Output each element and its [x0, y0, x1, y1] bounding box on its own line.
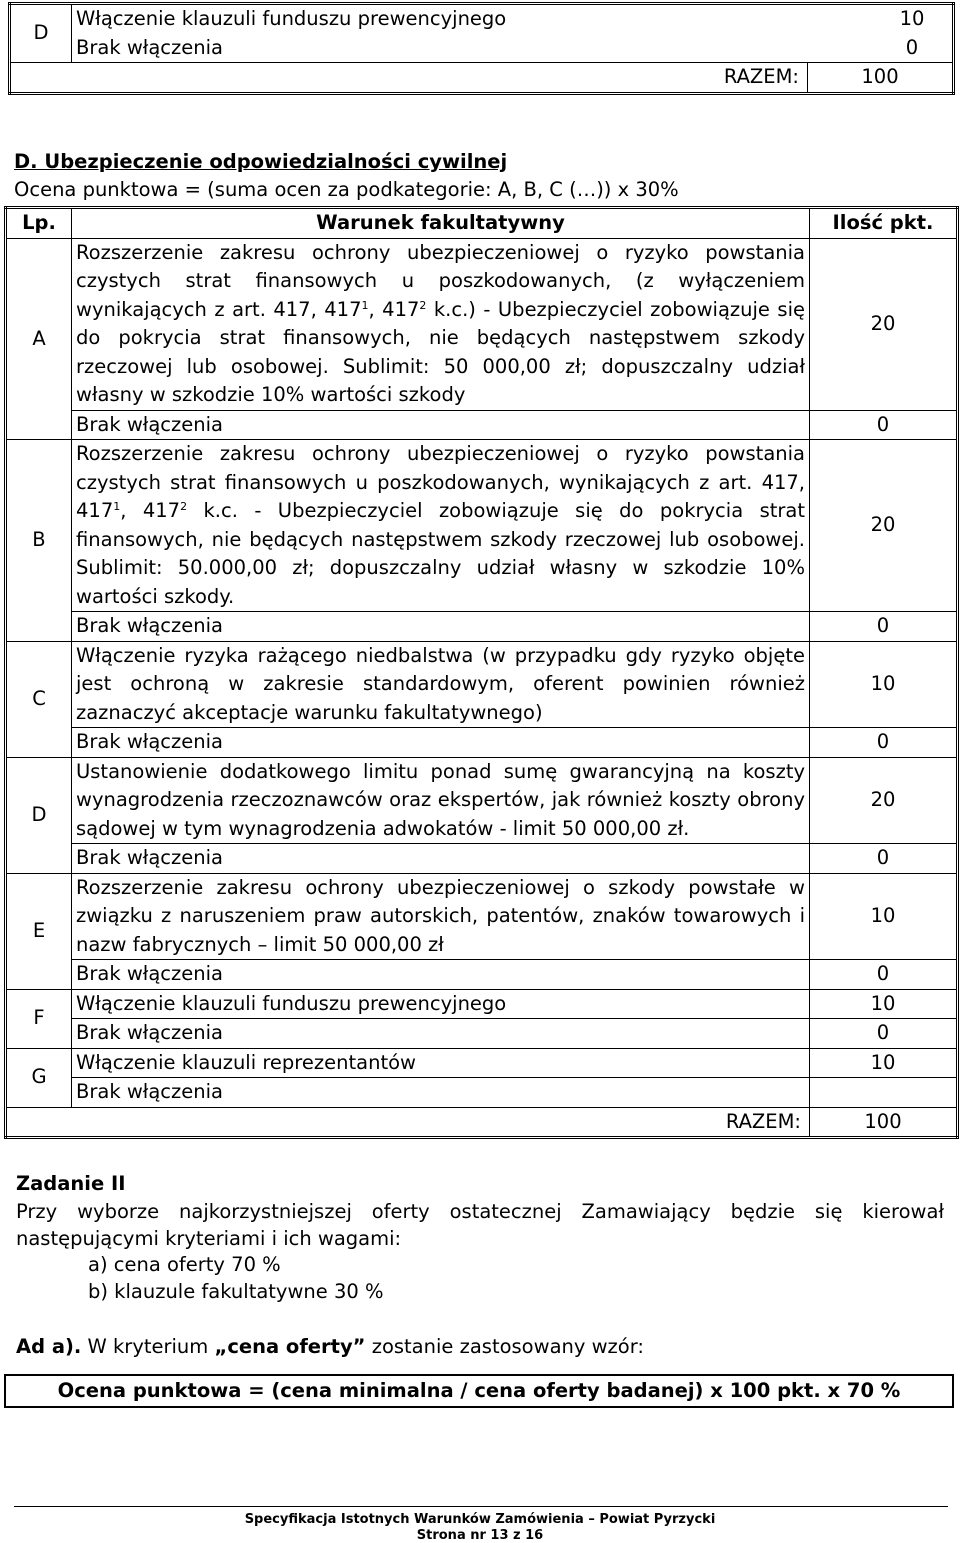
- lp-letter: B: [6, 440, 72, 642]
- condition-label: Brak włączenia: [76, 35, 223, 59]
- ad-a-label: Ad a).: [16, 1335, 82, 1358]
- condition-text: Włączenie ryzyka rażącego niedbalstwa (w przypadku gdy ryzyko objęte jest ochroną w zakresie standardowym, oferent powinien również zaznaczyć akceptacje warunku fakultatywnego): [72, 641, 810, 728]
- section-heading-text: D. Ubezpieczenie odpowiedzialności cywilnej: [14, 150, 508, 173]
- table-row: [6, 873, 958, 960]
- section-subheading: Ocena punktowa = (suma ocen za podkategorie: A, B, C (…)) x 30%: [14, 178, 679, 201]
- lp-letter: F: [6, 989, 72, 1048]
- points-value: 0: [810, 612, 958, 642]
- table-header-row: [6, 208, 958, 239]
- formula-box: Ocena punktowa = (cena minimalna / cena oferty badanej) x 100 pkt. x 70 %: [4, 1374, 954, 1408]
- lp-letter: C: [6, 641, 72, 757]
- points-value: 0: [810, 844, 958, 874]
- total-row: [6, 1107, 958, 1138]
- table-row: [6, 989, 958, 1019]
- points-value: 10: [810, 873, 958, 960]
- condition-text: Włączenie klauzuli reprezentantów: [72, 1048, 810, 1078]
- table-row: [6, 960, 958, 990]
- table-row: [6, 612, 958, 642]
- condition-text: Rozszerzenie zakresu ochrony ubezpieczeniowej o ryzyko powstania czystych strat finansowych u poszkodowanych, wynikających z art. 417, $417^1$, $417^2$ k.c. - Ubezpieczyciel zobowiązuje się do pokrycia strat finansowych, nie będących następstwem szkody rzeczowej lub osobowej. Sublimit: 50.000,00 zł; dopuszczalny udział własny w szkodzie 10% wartości szkody.: [72, 440, 810, 612]
- condition-label: Włączenie klauzuli funduszu prewencyjnego: [76, 7, 507, 30]
- condition-text: Rozszerzenie zakresu ochrony ubezpieczeniowej o ryzyko powstania czystych strat finansowych u poszkodowanych, (z wyłączeniem wynikających z art. 417, $417^1$, $417^2$ k.c.) - Ubezpieczyciel zobowiązuje się do pokrycia strat finansowych, nie będących następstwem szkody rzeczowej lub osobowej. Sublimit: 50 000,00 zł; dopuszczalny udział własny w szkodzie 10% wartości szkody: [72, 238, 810, 410]
- points-value: [810, 1078, 958, 1108]
- section-heading: [14, 150, 507, 173]
- lp-letter: A: [6, 238, 72, 440]
- points-value: 0: [810, 410, 958, 440]
- ad-a-text: W kryterium: [81, 1335, 215, 1358]
- condition-text: Rozszerzenie zakresu ochrony ubezpieczeniowej o szkody powstałe w związku z naruszeniem praw autorskich, patentów, znaków towarowych i nazw fabrycznych – limit 50 000,00 zł: [72, 873, 810, 960]
- total-label: RAZEM:: [10, 63, 808, 94]
- condition-text: Brak włączenia: [72, 844, 810, 874]
- ad-a-line: [16, 1335, 644, 1358]
- points-value: 0: [810, 728, 958, 758]
- condition-text: Ustanowienie dodatkowego limitu ponad sumę gwarancyjną na koszty wynagrodzenia rzeczoznawców oraz ekspertów, jak również koszty obrony sądowej w tym wynagrodzenia adwokatów - limit 50 000,00 zł.: [72, 757, 810, 844]
- footer-title: Specyfikacja Istotnych Warunków Zamówienia – Powiat Pyrzycki: [244, 1512, 716, 1527]
- top-points-table: [8, 2, 955, 95]
- condition-text: Brak włączenia: [72, 410, 810, 440]
- points-value: 20: [810, 757, 958, 844]
- header-points: Ilość pkt.: [810, 208, 958, 239]
- header-lp: Lp.: [6, 208, 72, 239]
- table-row: [6, 1048, 958, 1078]
- points-value: 0: [905, 35, 919, 59]
- points-value: 10: [810, 1048, 958, 1078]
- lp-letter: E: [6, 873, 72, 989]
- table-row: [6, 410, 958, 440]
- footer-rule: [14, 1506, 948, 1507]
- zadanie-intro: Przy wyborze najkorzystniejszej oferty ostatecznej Zamawiający będzie się kierował następującymi kryteriami i ich wagami:: [16, 1200, 944, 1250]
- points-value: 10: [810, 641, 958, 728]
- table-row: [6, 757, 958, 844]
- table-row: [6, 1078, 958, 1108]
- points-value: 0: [810, 960, 958, 990]
- table-row: [6, 1019, 958, 1049]
- points-value: 10: [810, 989, 958, 1019]
- points-value: 20: [810, 238, 958, 410]
- lp-letter: G: [6, 1048, 72, 1107]
- points-value: 0: [810, 1019, 958, 1049]
- table-row: [6, 440, 958, 612]
- condition-text: Włączenie klauzuli funduszu prewencyjnego: [72, 989, 810, 1019]
- table-row: [6, 238, 958, 410]
- footer-page-number: Strona nr 13 z 16: [416, 1528, 544, 1543]
- total-value: 100: [810, 1107, 958, 1138]
- ad-a-quote: „cena oferty”: [214, 1335, 366, 1358]
- lp-letter: D: [6, 757, 72, 873]
- table-row: [6, 844, 958, 874]
- header-condition: Warunek fakultatywny: [72, 208, 810, 239]
- condition-text: Brak włączenia: [72, 728, 810, 758]
- total-value: 100: [808, 63, 954, 94]
- table-row: [6, 641, 958, 728]
- conditions-table: [4, 206, 959, 1139]
- criterion-a: a) cena oferty 70 %: [88, 1253, 281, 1276]
- ad-a-text-end: zostanie zastosowany wzór:: [365, 1335, 644, 1358]
- condition-text: Brak włączenia: [72, 612, 810, 642]
- zadanie-title: Zadanie II: [16, 1172, 126, 1195]
- condition-text: Brak włączenia: [72, 1078, 810, 1108]
- table-row: [6, 728, 958, 758]
- lp-letter: D: [10, 4, 72, 63]
- criterion-b: b) klauzule fakultatywne 30 %: [88, 1280, 384, 1303]
- total-label: RAZEM:: [6, 1107, 810, 1138]
- condition-text: Brak włączenia: [72, 1019, 810, 1049]
- condition-text: Brak włączenia: [72, 960, 810, 990]
- points-value: 20: [810, 440, 958, 612]
- points-value: 10: [899, 7, 925, 30]
